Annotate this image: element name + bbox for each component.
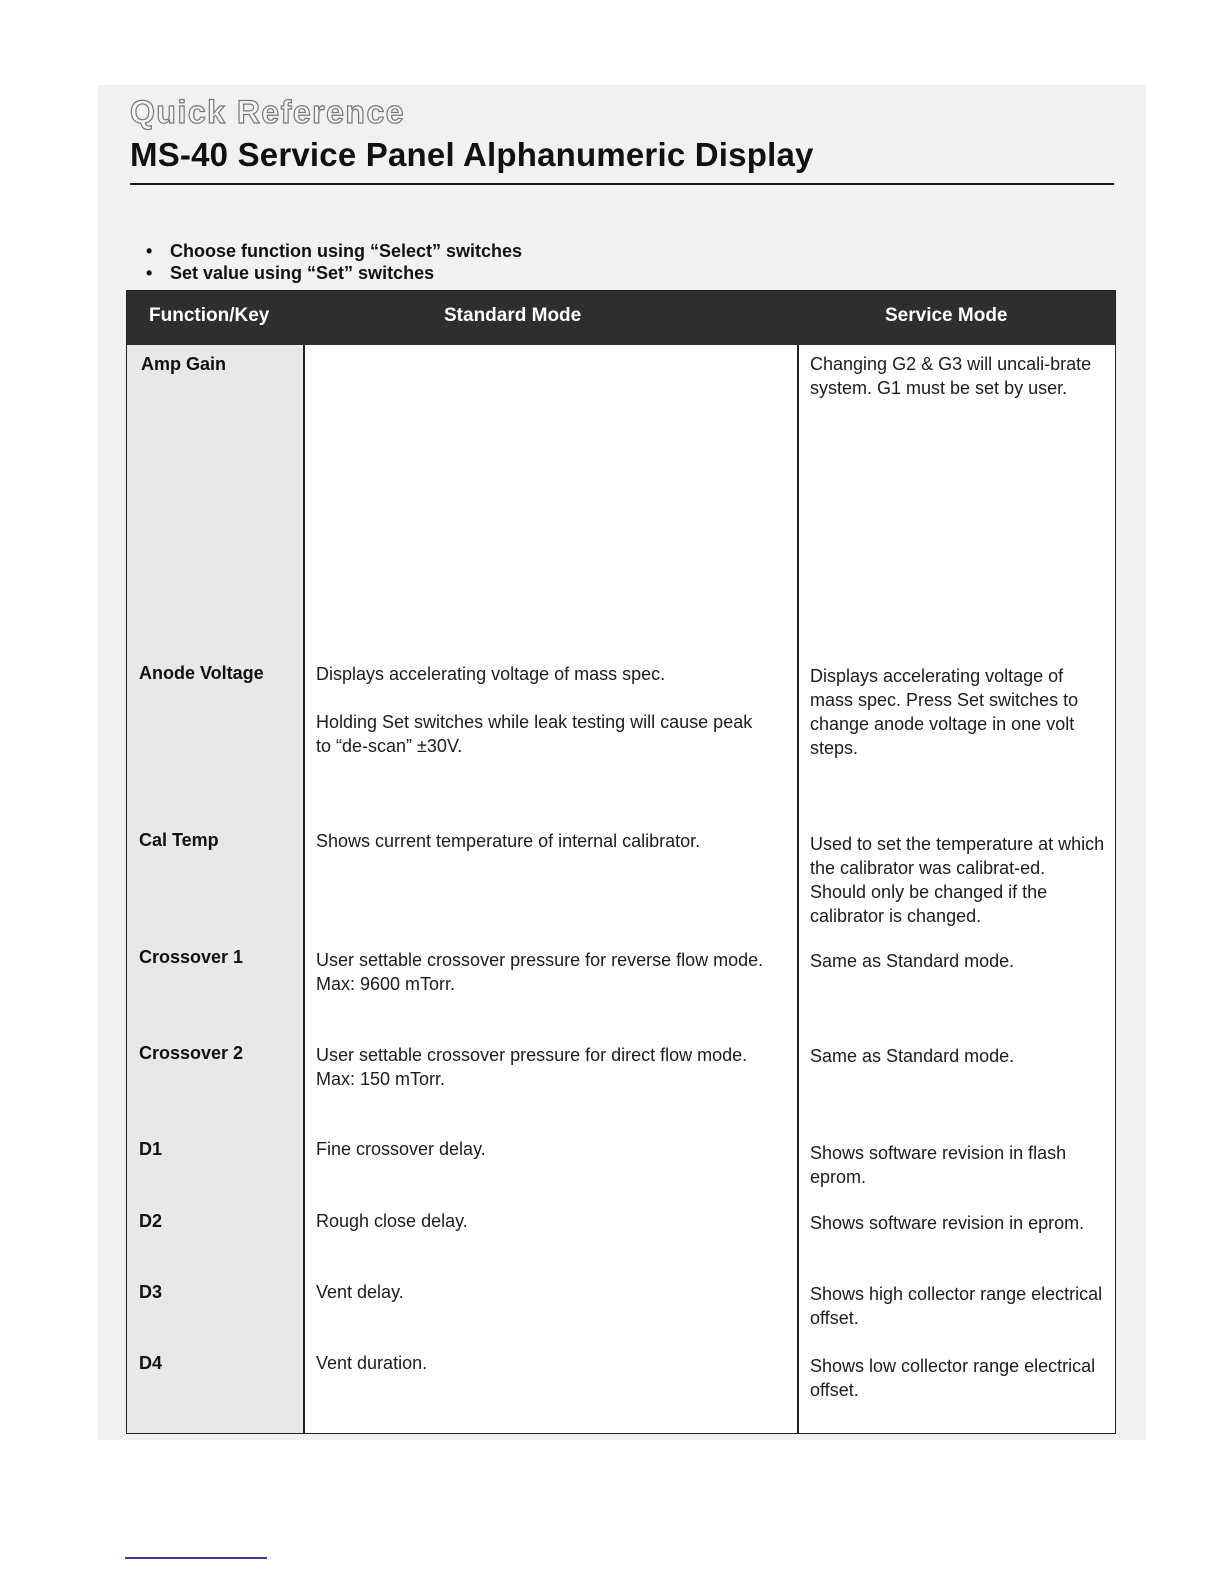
row-key-d3: D3 (139, 1282, 163, 1302)
row-standard-d1: Fine crossover delay. (316, 1139, 486, 1159)
row-service-d2: Shows software revision in eprom. (810, 1213, 1085, 1233)
row-service-d3: Shows high collector range electrical offset. (810, 1284, 1103, 1328)
column-divider (797, 345, 799, 1433)
footnote-divider (125, 1557, 267, 1559)
reference-table (126, 290, 1116, 1434)
column-divider (303, 345, 305, 1433)
row-key-d4: D4 (139, 1353, 163, 1373)
row-standard-anode-voltage: Displays accelerating voltage of mass spec. Holding Set switches while leak testing will cause peak to “de-scan” ±30V. (316, 664, 753, 756)
row-service-d4: Shows low collector range electrical offset. (810, 1356, 1096, 1400)
row-key-amp-gain: Amp Gain (141, 354, 227, 374)
bullet-icon: • (146, 263, 153, 283)
row-standard-d2: Rough close delay. (316, 1211, 468, 1231)
row-standard-cal-temp: Shows current temperature of internal calibrator. (316, 831, 701, 851)
header-service-mode: Service Mode (885, 305, 1008, 326)
row-key-d2: D2 (139, 1211, 163, 1231)
row-standard-d4: Vent duration. (316, 1353, 428, 1373)
row-key-d1: D1 (139, 1139, 163, 1159)
row-key-crossover-2: Crossover 2 (139, 1043, 244, 1063)
row-key-crossover-1: Crossover 1 (139, 947, 244, 967)
row-standard-d3: Vent delay. (316, 1282, 404, 1302)
instruction-item (146, 240, 522, 262)
row-standard-crossover-1: User settable crossover pressure for reverse flow mode. Max: 9600 mTorr. (316, 950, 764, 994)
row-service-crossover-2: Same as Standard mode. (810, 1046, 1015, 1066)
instruction-text: Choose function using “Select” switches (170, 241, 523, 261)
instruction-item (146, 262, 522, 284)
instruction-list (146, 240, 522, 284)
row-service-cal-temp: Used to set the temperature at which the calibrator was calibrat-ed. Should only be changed if the calibrator is changed. (810, 834, 1105, 926)
row-key-anode-voltage: Anode Voltage (139, 663, 264, 683)
row-service-amp-gain: Changing G2 & G3 will uncali-brate system. G1 must be set by user. (810, 354, 1092, 398)
row-standard-crossover-2: User settable crossover pressure for direct flow mode. Max: 150 mTorr. (316, 1045, 748, 1089)
row-service-crossover-1: Same as Standard mode. (810, 951, 1015, 971)
row-service-anode-voltage: Displays accelerating voltage of mass spec. Press Set switches to change anode voltage in one volt steps. (810, 666, 1079, 758)
page-title: MS-40 Service Panel Alphanumeric Display (130, 136, 814, 173)
header-function-key: Function/Key (149, 305, 270, 326)
bullet-icon: • (146, 241, 153, 261)
row-service-d1: Shows software revision in flash eprom. (810, 1143, 1067, 1187)
row-key-cal-temp: Cal Temp (139, 830, 219, 850)
key-column-shading (127, 345, 303, 1433)
title-divider (130, 183, 1114, 185)
quick-reference-subtitle: Quick Reference (130, 94, 406, 130)
table-header (127, 291, 1115, 345)
instruction-text: Set value using “Set” switches (170, 263, 435, 283)
header-standard-mode: Standard Mode (444, 305, 582, 326)
